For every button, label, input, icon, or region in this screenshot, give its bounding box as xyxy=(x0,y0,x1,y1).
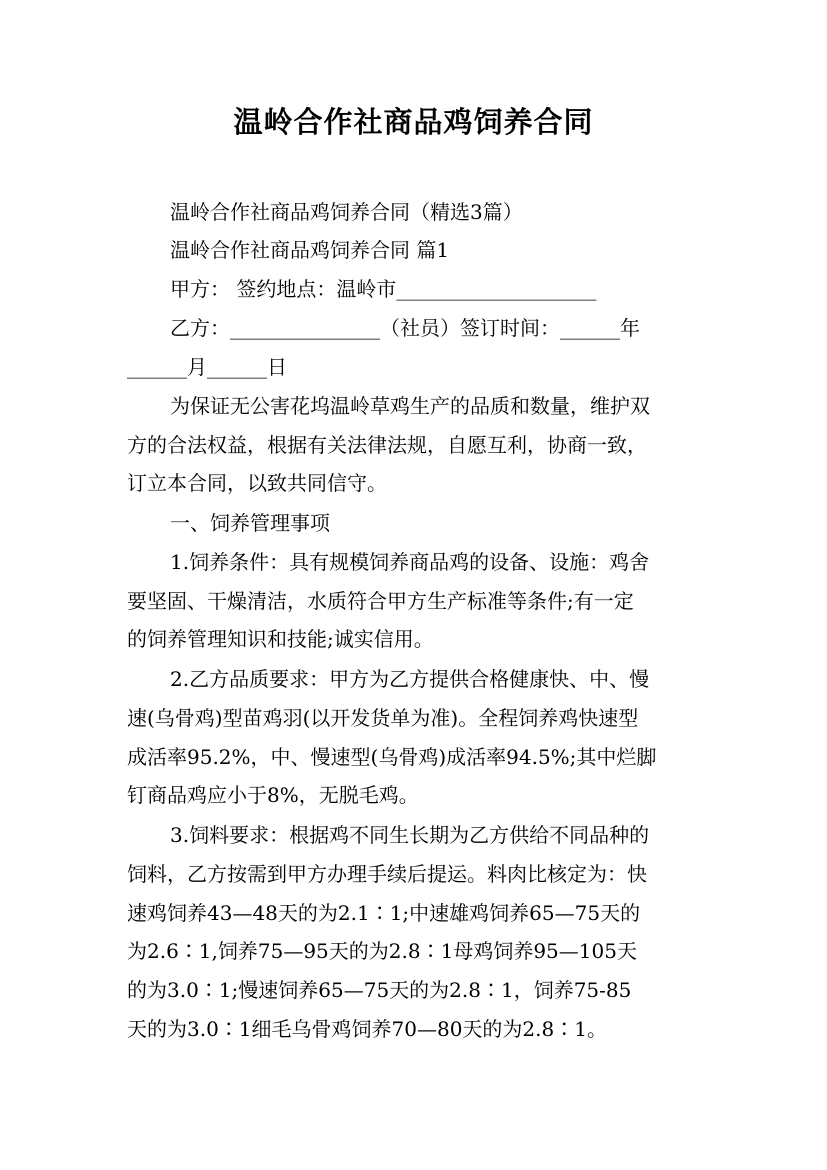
subtitle-line: 温岭合作社商品鸡饲养合同（精选3篇） xyxy=(170,200,523,224)
paragraph-line: 的饲养管理知识和技能;诚实信用。 xyxy=(127,627,434,651)
paragraph-line: 2.乙方品质要求：甲方为乙方提供合格健康快、中、慢 xyxy=(170,667,650,691)
paragraph-line: 天的为3.0∶1细毛乌骨鸡饲养70—80天的为2.8∶1。 xyxy=(127,1017,607,1041)
paragraph-line: 要坚固、干燥清洁，水质符合甲方生产标准等条件;有一定 xyxy=(127,589,634,613)
date-line: ______月______日 xyxy=(127,355,287,379)
paragraph-line: 方的合法权益，根据有关法律法规，自愿互利，协商一致， xyxy=(127,433,647,457)
paragraph-line: 3.饲料要求：根据鸡不同生长期为乙方供给不同品种的 xyxy=(170,823,650,847)
document-title: 温岭合作社商品鸡饲养合同 xyxy=(233,105,594,139)
paragraph-line: 钉商品鸡应小于8%，无脱毛鸡。 xyxy=(127,783,419,807)
party-a-line: 甲方： 签约地点：温岭市____________________ xyxy=(170,277,597,301)
paragraph-line: 订立本合同，以致共同信守。 xyxy=(127,471,387,495)
paragraph-line: 为保证无公害花坞温岭草鸡生产的品质和数量，维护双 xyxy=(170,394,650,418)
paragraph-line: 为2.6∶1,饲养75—95天的为2.8∶1母鸡饲养95—105天 xyxy=(127,939,637,963)
paragraph-line: 1.饲养条件：具有规模饲养商品鸡的设备、设施：鸡舍 xyxy=(170,550,650,574)
paragraph-line: 成活率95.2%，中、慢速型(乌骨鸡)成活率94.5%;其中烂脚 xyxy=(127,745,657,769)
paragraph-line: 速(乌骨鸡)型苗鸡羽(以开发货单为准)。全程饲养鸡快速型 xyxy=(127,706,639,730)
party-b-line: 乙方：_______________（社员）签订时间：______年 xyxy=(170,316,640,340)
paragraph-line: 的为3.0∶1;慢速饲养65—75天的为2.8∶1，饲养75-85 xyxy=(127,978,632,1002)
paragraph-line: 饲料，乙方按需到甲方办理手续后提运。料肉比核定为：快 xyxy=(127,862,647,886)
clause-heading: 一、饲养管理事项 xyxy=(170,511,330,535)
paragraph-line: 速鸡饲养43—48天的为2.1∶1;中速雄鸡饲养65—75天的 xyxy=(127,901,641,925)
section-heading-line: 温岭合作社商品鸡饲养合同 篇1 xyxy=(170,238,450,262)
